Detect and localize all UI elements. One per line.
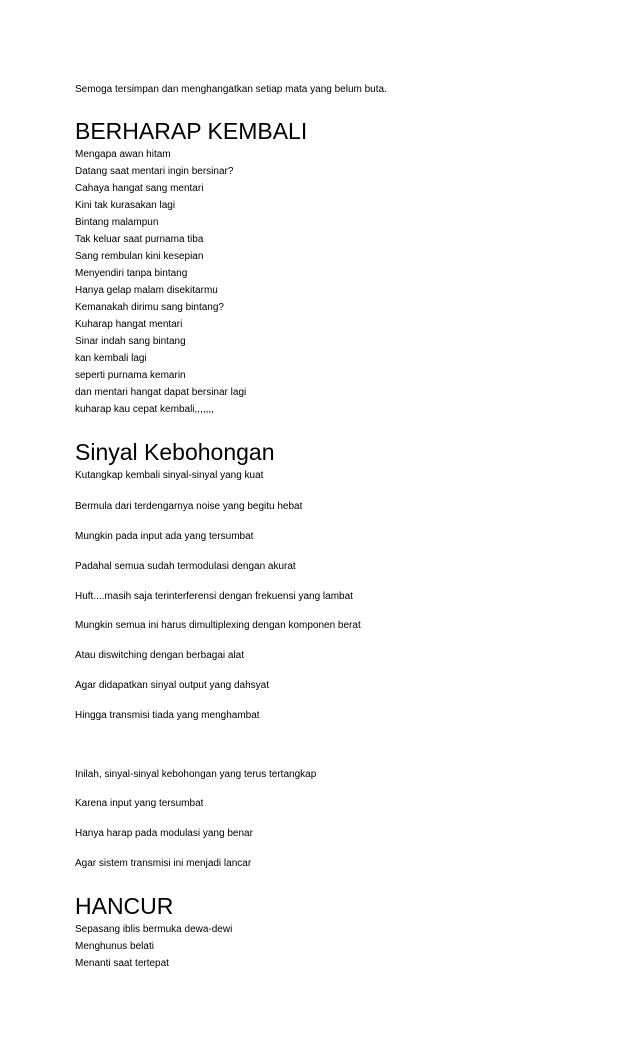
poem2-line: Mungkin semua ini harus dimultiplexing dengan komponen berat: [75, 620, 361, 631]
poem2-line: Atau diswitching dengan berbagai alat: [75, 650, 245, 661]
poem2-line: Agar sistem transmisi ini menjadi lancar: [75, 858, 252, 869]
poem-title-sinyal-kebohongan: Sinyal Kebohongan: [75, 439, 275, 465]
poem1-line: Bintang malampun: [75, 217, 159, 228]
poem1-line: Mengapa awan hitam: [75, 149, 171, 160]
poem1-line: kuharap kau cepat kembali,,,,,,,: [75, 404, 214, 415]
poem1-line: Sinar indah sang bintang: [75, 336, 186, 347]
poem1-line: Tak keluar saat purnama tiba: [75, 234, 204, 245]
poem2-line: Bermula dari terdengarnya noise yang begitu hebat: [75, 501, 303, 512]
poem2-line: Padahal semua sudah termodulasi dengan akurat: [75, 561, 296, 572]
poem1-line: Kemanakah dirimu sang bintang?: [75, 302, 224, 313]
poem2-line: Mungkin pada input ada yang tersumbat: [75, 531, 254, 542]
poem2-line: Inilah, sinyal-sinyal kebohongan yang terus tertangkap: [75, 769, 317, 780]
intro-line: Semoga tersimpan dan menghangatkan setiap mata yang belum buta.: [75, 84, 387, 95]
poem1-line: dan mentari hangat dapat bersinar lagi: [75, 387, 247, 398]
poem-title-hancur: HANCUR: [75, 893, 174, 919]
poem3-line: Sepasang iblis bermuka dewa-dewi: [75, 924, 233, 935]
poem1-line: Datang saat mentari ingin bersinar?: [75, 166, 234, 177]
poem3-line: Menghunus belati: [75, 941, 154, 952]
poem1-line: Sang rembulan kini kesepian: [75, 251, 204, 262]
poem2-line: Agar didapatkan sinyal output yang dahsyat: [75, 680, 270, 691]
poem2-line: Huft....masih saja terinterferensi dengan frekuensi yang lambat: [75, 591, 353, 602]
poem1-line: Hanya gelap malam disekitarmu: [75, 285, 218, 296]
poem-title-berharap-kembali: BERHARAP KEMBALI: [75, 118, 308, 144]
poem1-line: kan kembali lagi: [75, 353, 147, 364]
poem1-line: Kini tak kurasakan lagi: [75, 200, 176, 211]
poem1-line: Menyendiri tanpa bintang: [75, 268, 188, 279]
poem3-line: Menanti saat tertepat: [75, 958, 169, 969]
poem1-line: seperti purnama kemarin: [75, 370, 186, 381]
poem1-line: Cahaya hangat sang mentari: [75, 183, 204, 194]
poem1-line: Kuharap hangat mentari: [75, 319, 183, 330]
poem2-line: Kutangkap kembali sinyal-sinyal yang kuat: [75, 470, 264, 481]
poem2-line: Karena input yang tersumbat: [75, 798, 204, 809]
poem2-line: Hingga transmisi tiada yang menghambat: [75, 710, 260, 721]
poem2-line: Hanya harap pada modulasi yang benar: [75, 828, 253, 839]
